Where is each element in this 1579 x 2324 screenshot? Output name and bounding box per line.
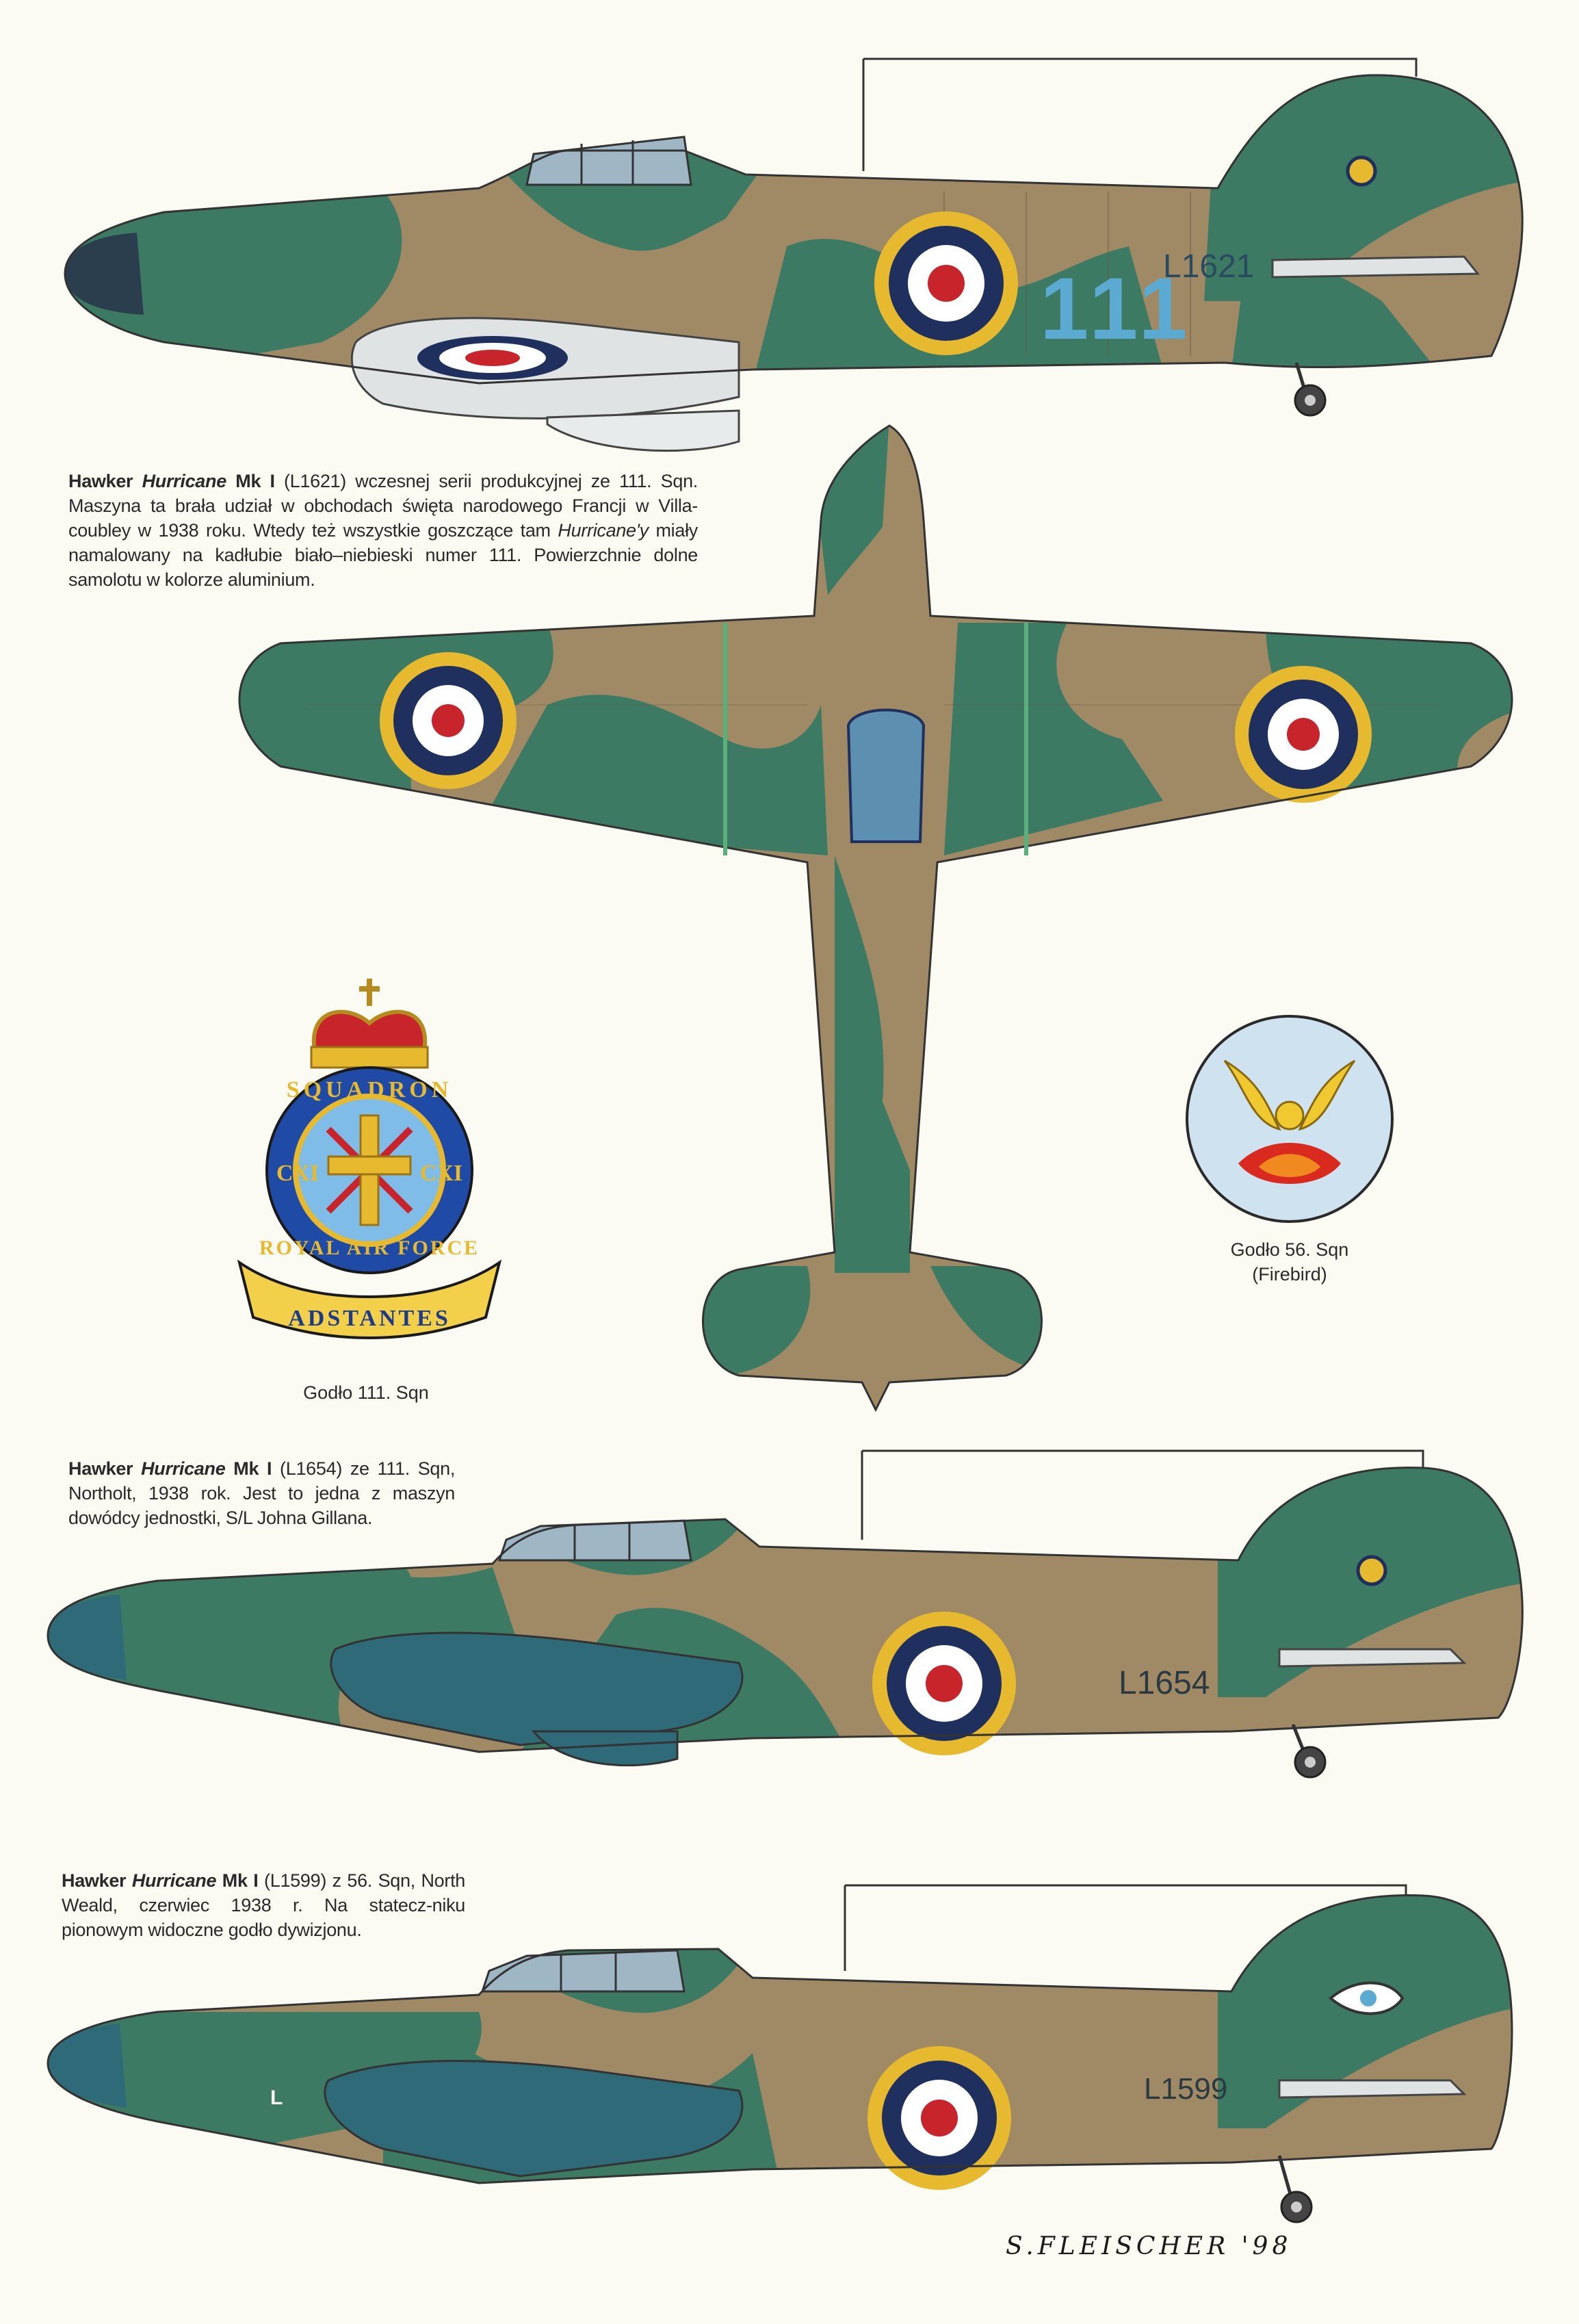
caption-model: Hurricane (141, 1458, 226, 1479)
profile-l1654 (0, 1444, 1579, 1827)
canopy (499, 1521, 691, 1560)
wing-roundel-right (1235, 666, 1372, 803)
caption-text: (L1621) wczesnej serii produkcyjnej ze 111. Sqn. Maszyna ta brała udział w obchodach święta narodowego Francji w Villa-coubley w 1938 roku. Wtedy też wszystkie goszczące tam (68, 471, 699, 541)
emblem-111-sqn (226, 975, 513, 1345)
caption-text-2: miały namalowany na kadłubie biało–niebieski numer 111. Powierzchnie dolne samolotu w kolorze aluminium. (68, 520, 698, 590)
emblem-numeral-left: CXI (276, 1161, 319, 1186)
emblem-ring-bottom: ROYAL AIR FORCE (259, 1237, 480, 1259)
spinner (48, 2024, 127, 2108)
unit-number: 111 (1040, 260, 1193, 358)
artist-signature: S.FLEISCHER '98 (1006, 2232, 1292, 2260)
canopy (527, 137, 691, 185)
fuselage-letter: L (270, 2087, 283, 2109)
caption-text: (L1599) z 56. Sqn, North Weald, czerwiec 1938 r. Na statecz-niku pionowym widoczne godło dywizjonu. (62, 1870, 466, 1940)
caption-italic-word: Hurricane'y (558, 520, 649, 541)
canopy (482, 1950, 684, 1991)
caption-model: Hurricane (131, 1870, 217, 1891)
tailplane (1273, 257, 1478, 277)
tailwheel-icon (1295, 363, 1325, 415)
serial-number: L1621 (1163, 248, 1255, 285)
underwing-roundel (417, 336, 568, 380)
tailplane (1279, 1649, 1464, 1666)
crown-icon (311, 979, 428, 1068)
emblem-56-label-line2: (Firebird) (1252, 1264, 1327, 1284)
emblem-56-label-line1: Godło 56. Sqn (1230, 1239, 1349, 1260)
fuselage-roundel (874, 211, 1018, 355)
caption-maker: Hawker (68, 471, 133, 491)
caption-text: (L1654) ze 111. Sqn, Northolt, 1938 rok. Jest to jedna z maszyn dowódcy jednostki, S/L Johna Gillana. (68, 1458, 456, 1528)
caption-mark: Mk I (233, 1458, 272, 1479)
caption-maker: Hawker (68, 1458, 133, 1479)
emblem-56-label (1163, 1237, 1416, 1287)
emblem-111-label: Godło 111. Sqn (303, 1382, 429, 1403)
wing-roundel-left (380, 652, 517, 789)
tailplane (1279, 2080, 1464, 2097)
serial-number: L1599 (1144, 2072, 1228, 2106)
caption-maker: Hawker (62, 1870, 127, 1891)
spinner (65, 233, 144, 315)
emblem-numeral-right: CXI (419, 1161, 463, 1186)
plan-canopy (848, 710, 924, 842)
tailwheel-icon (1293, 1725, 1325, 1777)
spinner (48, 1594, 127, 1680)
emblem-56-sqn (1184, 1013, 1396, 1225)
caption-model: Hurricane (142, 471, 226, 491)
emblem-motto: ADSTANTES (288, 1306, 451, 1331)
caption-mark: Mk I (222, 1870, 259, 1891)
fin-badge-icon (1358, 1557, 1385, 1584)
serial-number: L1654 (1119, 1665, 1210, 1701)
tailwheel-icon (1279, 2156, 1312, 2222)
caption-mark: Mk I (235, 471, 275, 491)
emblem-ring-top: SQUADRON (286, 1077, 453, 1102)
profile-l1599 (0, 1875, 1579, 2286)
fin-badge-icon (1348, 157, 1375, 185)
